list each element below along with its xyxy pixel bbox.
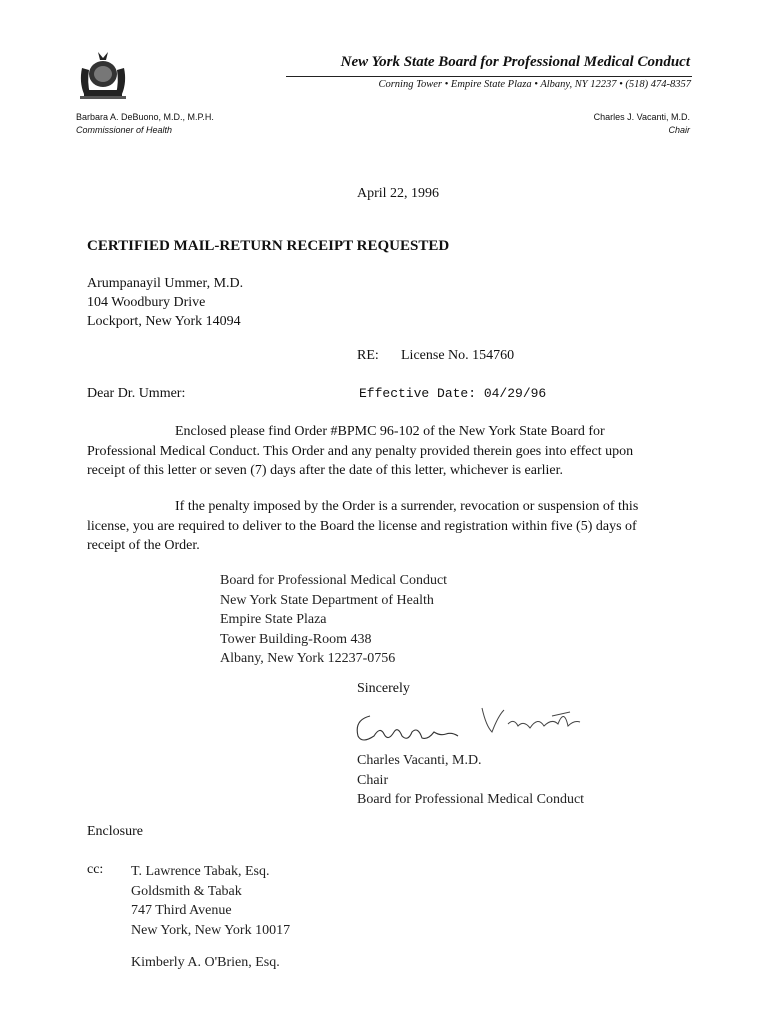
commissioner-title: Commissioner of Health — [76, 125, 173, 135]
cc-street: 747 Third Avenue — [131, 903, 232, 918]
signer-title: Chair — [357, 772, 389, 788]
board-address-line-1: Board for Professional Medical Conduct — [220, 573, 448, 588]
recipient-address — [87, 274, 243, 331]
cc-second-recipient: Kimberly A. O'Brien, Esq. — [131, 955, 280, 970]
reference-label: RE: — [357, 348, 379, 363]
handwritten-signature — [348, 696, 598, 751]
recipient-city: Lockport, New York 14094 — [87, 314, 241, 329]
chair-title: Chair — [668, 125, 690, 135]
board-address-line-3: Empire State Plaza — [220, 612, 327, 627]
recipient-name: Arumpanayil Ummer, M.D. — [87, 276, 244, 291]
effective-date: Effective Date: 04/29/96 — [359, 386, 547, 401]
board-address-line-5: Albany, New York 12237-0756 — [220, 651, 396, 666]
cc-recipient-address — [131, 862, 290, 940]
commissioner-block — [76, 111, 214, 137]
body-paragraph-1: Enclosed please find Order #BPMC 96-102 of the New York State Board for Professional Medical Conduct. This Order and any penalty provided therein goes into effect upon receipt of this letter or seven (7) days after the date of this letter, whichever is earlier. — [87, 424, 634, 478]
recipient-street: 104 Woodbury Drive — [87, 295, 206, 310]
chair-block — [520, 111, 690, 137]
board-mailing-address — [220, 571, 447, 669]
board-address-line: Corning Tower • Empire State Plaza • Albany, NY 12237 • (518) 474-8357 — [378, 79, 691, 90]
commissioner-name: Barbara A. DeBuono, M.D., M.P.H. — [76, 112, 214, 122]
signer-block — [357, 751, 584, 810]
certified-mail-notice: CERTIFIED MAIL-RETURN RECEIPT REQUESTED — [87, 238, 450, 254]
license-number: License No. 154760 — [401, 348, 515, 363]
board-address-line-4: Tower Building-Room 438 — [220, 631, 372, 647]
board-name-heading: New York State Board for Professional Medical Conduct — [340, 54, 690, 70]
body-paragraph-2: If the penalty imposed by the Order is a surrender, revocation or suspension of this license, you are required to deliver to the Board the license and registration within five (5) days of receipt of the Order. — [87, 499, 639, 553]
board-address-line-2: New York State Department of Health — [220, 592, 434, 608]
letter-date: April 22, 1996 — [357, 186, 440, 201]
cc-label: cc: — [87, 862, 104, 877]
salutation: Dear Dr. Ummer: — [87, 386, 186, 401]
signer-organization: Board for Professional Medical Conduct — [357, 792, 585, 807]
cc-name: T. Lawrence Tabak, Esq. — [131, 864, 270, 879]
header-divider — [286, 76, 692, 77]
cc-city: New York, New York 10017 — [131, 922, 291, 938]
enclosure-note: Enclosure — [87, 824, 143, 839]
cc-firm: Goldsmith & Tabak — [131, 883, 242, 899]
chair-name: Charles J. Vacanti, M.D. — [593, 112, 690, 122]
reference-line — [357, 348, 514, 364]
signer-name: Charles Vacanti, M.D. — [357, 753, 482, 768]
state-seal-icon — [76, 50, 130, 100]
closing-sincerely: Sincerely — [357, 681, 410, 696]
